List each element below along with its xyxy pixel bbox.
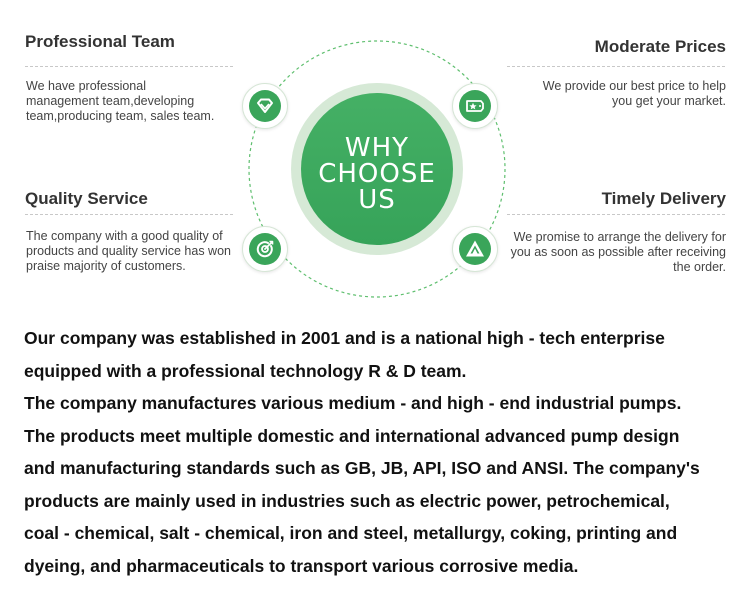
divider [507,66,725,67]
description-line: equipped with a professional technology R & D team. [24,360,467,381]
feature-text-professional-team: We have professional management team,developing team,producing team, sales team. [26,79,215,123]
target-icon [249,233,281,265]
description-line: products are mainly used in industries such as electric power, petrochemical, [24,490,670,511]
triangle-icon [459,233,491,265]
description-line: The company manufactures various medium - and high - end industrial pumps. [24,393,682,413]
feature-title-moderate-prices: Moderate Prices [594,37,726,56]
target-icon-badge [242,226,288,272]
description-line: Our company was established in 2001 and is a national high - tech enterprise [24,328,665,348]
description-line: coal - chemical, salt - chemical, iron and steel, metallurgy, coking, printing and [24,523,678,543]
center-heading-line2: CHOOSE [318,159,436,189]
feature-text-moderate-prices: We provide our best price to help you get your market. [542,79,726,108]
divider [25,66,233,67]
divider [507,214,725,215]
diamond-icon [249,90,281,122]
description-line: and manufacturing standards such as GB, JB, API, ISO and ANSI. The company's [24,458,700,478]
description-line: dyeing, and pharmaceuticals to transport various corrosive media. [24,555,579,576]
center-heading-line3: US [358,185,396,215]
feature-text-timely-delivery: We promise to arrange the delivery for you as soon as possible after receiving the order. [510,230,726,274]
description-line: The products meet multiple domestic and international advanced pump design [24,425,680,446]
feature-title-timely-delivery: Timely Delivery [601,189,726,208]
feature-text-quality-service: The company with a good quality of products and quality service has won praise majority of customers. [26,229,231,273]
divider [25,214,233,215]
feature-title-professional-team: Professional Team [25,32,175,51]
feature-title-quality-service: Quality Service [25,189,148,208]
why-choose-us-diagram [238,30,516,308]
diamond-icon-badge [242,83,288,129]
center-heading-line1: WHY [344,133,410,163]
price-tag-icon [459,90,491,122]
price-tag-icon-badge [452,83,498,129]
center-heading [238,135,516,213]
triangle-icon-badge [452,226,498,272]
company-description [24,322,736,582]
